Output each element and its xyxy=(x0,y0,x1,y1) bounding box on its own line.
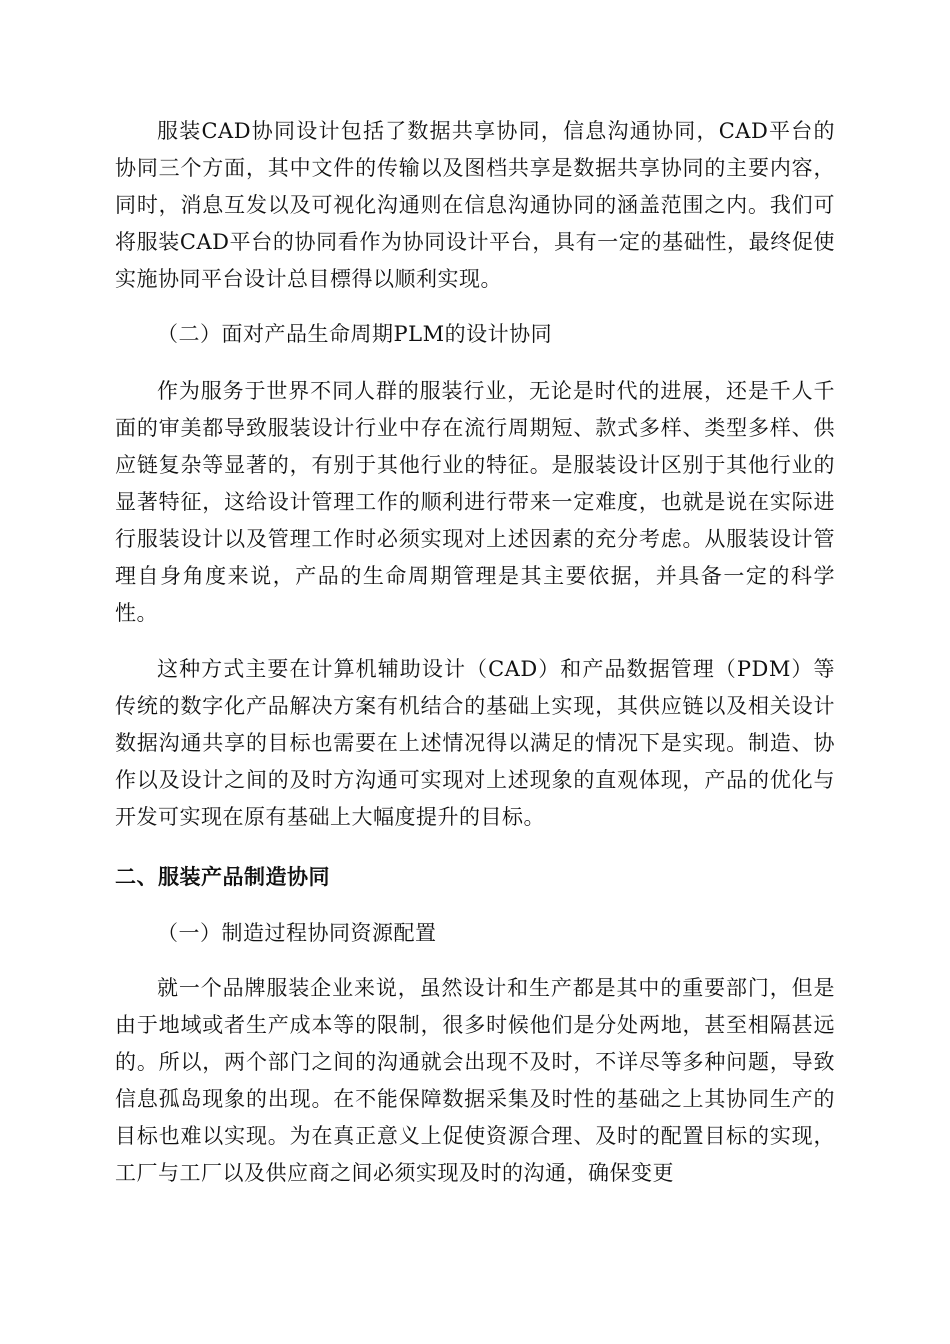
section-heading-manufacturing-collaboration: 二、服装产品制造协同 xyxy=(115,865,330,889)
paragraph-apparel-industry-characteristics: 作为服务于世界不同人群的服装行业，无论是时代的进展，还是千人千面的审美都导致服装设计行业中存在流行周期短、款式多样、类型多样、供应链复杂等显著的，有别于其他行业的特征。是服装设计区别于其他行业的显著特征，这给设计管理工作的顺利进行带来一定难度，也就是说在实际进行服装设计以及管理工作时必须实现对上述因素的充分考虑。从服装设计管理自身角度来说，产品的生命周期管理是其主要依据，并具备一定的科学性。 xyxy=(115,379,835,625)
subheading-plm-design-collaboration: （二）面对产品生命周期PLM的设计协同 xyxy=(157,322,553,346)
paragraph-brand-enterprise-communication: 就一个品牌服装企业来说，虽然设计和生产都是其中的重要部门，但是由于地域或者生产成本等的限制，很多时候他们是分处两地，甚至相隔甚远的。所以，两个部门之间的沟通就会出现不及时，不详尽等多种问题，导致信息孤岛现象的出现。在不能保障数据采集及时性的基础之上其协同生产的目标也难以实现。为在真正意义上促使资源合理、及时的配置目标的实现，工厂与工厂以及供应商之间必须实现及时的沟通，确保变更 xyxy=(115,976,835,1185)
subheading-resource-allocation: （一）制造过程协同资源配置 xyxy=(157,921,437,945)
paragraph-cad-collaboration: 服装CAD协同设计包括了数据共享协同，信息沟通协同，CAD平台的协同三个方面，其中文件的传输以及图档共享是数据共享协同的主要内容，同时，消息互发以及可视化沟通则在信息沟通协同的涵盖范围之内。我们可将服装CAD平台的协同看作为协同设计平台，具有一定的基础性，最终促使实施协同平台设计总目標得以顺利实现。 xyxy=(115,119,835,291)
paragraph-cad-pdm-integration: 这种方式主要在计算机辅助设计（CAD）和产品数据管理（PDM）等传统的数字化产品解决方案有机结合的基础上实现，其供应链以及相关设计数据沟通共享的目标也需要在上述情况得以满足的情况下是实现。制造、协作以及设计之间的及时方沟通可实现对上述现象的直观体现，产品的优化与开发可实现在原有基础上大幅度提升的目标。 xyxy=(115,657,835,829)
